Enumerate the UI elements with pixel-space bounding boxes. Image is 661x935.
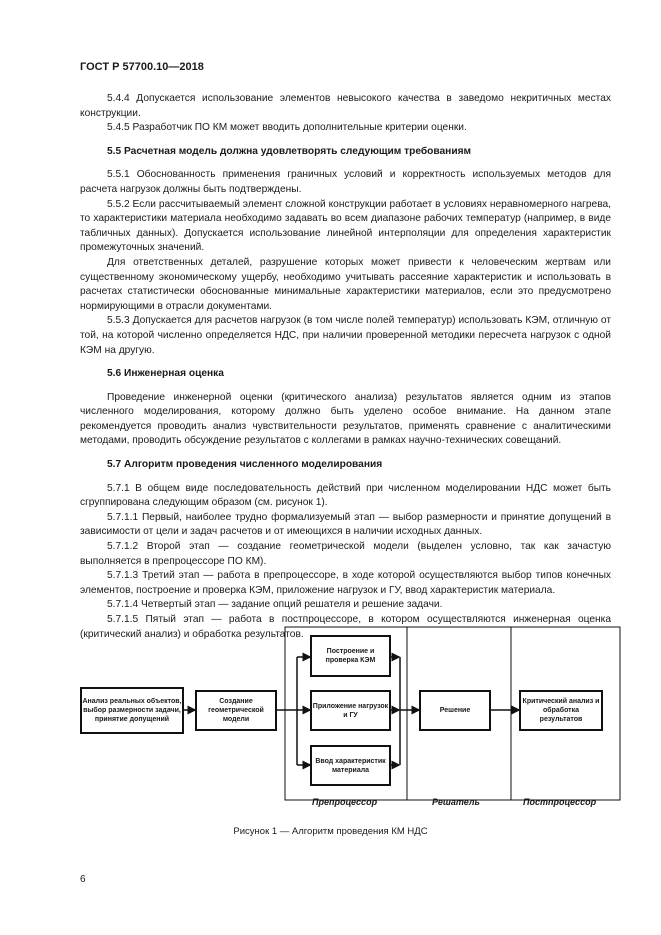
box-loads: Приложение нагрузок и ГУ <box>310 690 391 731</box>
label-solver: Решатель <box>432 797 480 807</box>
box-material: Ввод характеристик материала <box>310 745 391 786</box>
paragraph: Проведение инженерной оценки (критического анализа) результатов является одним из этапов численного моделирования, которому должно быть уделено особое внимание. На данном этапе рекомендуется проводить анализ чувствительности результатов, применять сравнение с аналитическими методами, проводить обсуждение результатов с коллегами в рамках научно-технических совещаний. <box>80 391 611 447</box>
box-solve: Решение <box>419 690 491 731</box>
paragraph: 5.5.2 Если рассчитываемый элемент сложной конструкции работает в условиях неравномерного нагрева, то характеристики материала необходимо задавать во всем диапазоне рабочих температур (например, в виде табличных данных). Допускается использование линейной интерполяции для определения характеристик промежуточных значений. <box>80 198 611 254</box>
section-heading: 5.6 Инженерная оценка <box>107 368 224 380</box>
paragraph: 5.7.1.4 Четвертый этап — задание опций решателя и решение задачи. <box>107 599 443 611</box>
box-kem: Построение и проверка КЭМ <box>310 635 391 677</box>
figure-caption: Рисунок 1 — Алгоритм проведения КМ НДС <box>233 826 428 837</box>
label-preprocessor: Препроцессор <box>312 797 378 807</box>
box-geometry: Создание геометрической модели <box>195 690 277 731</box>
paragraph: 5.5.1 Обоснованность применения граничных условий и корректность используемых методов для расчета нагрузок должны быть подтверждены. <box>80 169 611 195</box>
page-number: 6 <box>80 874 86 885</box>
box-post: Критический анализ и обработка результатов <box>519 690 603 731</box>
paragraph: 5.5.3 Допускается для расчетов нагрузок (в том числе полей температур) использовать КЭМ, отличную от той, на которой численно определяется НДС, при наличии проверенной методики пересчета нагрузок с одной КЭМ на другую. <box>80 315 611 356</box>
label-postprocessor: Постпроцессор <box>523 797 597 807</box>
paragraph: 5.4.4 Допускается использование элементов невысокого качества в заведомо некритичных местах конструкции. <box>80 93 611 119</box>
paragraph: 5.7.1.2 Второй этап — создание геометрической модели (выделен условно, так как зачастую выполняется в препроцессоре ПО КМ). <box>80 541 611 567</box>
paragraph: 5.7.1.3 Третий этап — работа в препроцессоре, в ходе которой осуществляются выбор типов конечных элементов, построение и проверка КЭМ, приложение нагрузок и ГУ, ввод характеристик материала. <box>80 570 611 596</box>
paragraph: Для ответственных деталей, разрушение которых может привести к человеческим жертвам или существенному экономическому ущербу, необходимо учитывать рассеяние характеристик и использовать в расчетах статистически обоснованные минимальные характеристики материалов, если это предусмотрено нормирующими в отрасли документами. <box>80 256 611 312</box>
paragraph: 5.4.5 Разработчик ПО КМ может вводить дополнительные критерии оценки. <box>107 122 467 134</box>
section-heading: 5.5 Расчетная модель должна удовлетворять следующим требованиям <box>107 145 472 157</box>
document-header: ГОСТ Р 57700.10—2018 <box>80 61 204 73</box>
section-heading: 5.7 Алгоритм проведения численного моделирования <box>107 459 383 471</box>
box-analysis: Анализ реальных объектов, выбор размерности задачи, принятие допущений <box>80 687 184 734</box>
paragraph: 5.7.1 В общем виде последовательность действий при численном моделировании НДС может быть сгруппирована следующим образом (см. рисунок 1). <box>80 482 611 509</box>
paragraph: 5.7.1.5 Пятый этап — работа в постпроцессоре, в котором осуществляются инженерная оценка (критический анализ) и обработка результатов. <box>80 614 611 640</box>
paragraph: 5.7.1.1 Первый, наиболее трудно формализуемый этап — выбор размерности и принятие допущений в зависимости от цели и задач расчетов и от имеющихся в наличии исходных данных. <box>80 511 611 538</box>
